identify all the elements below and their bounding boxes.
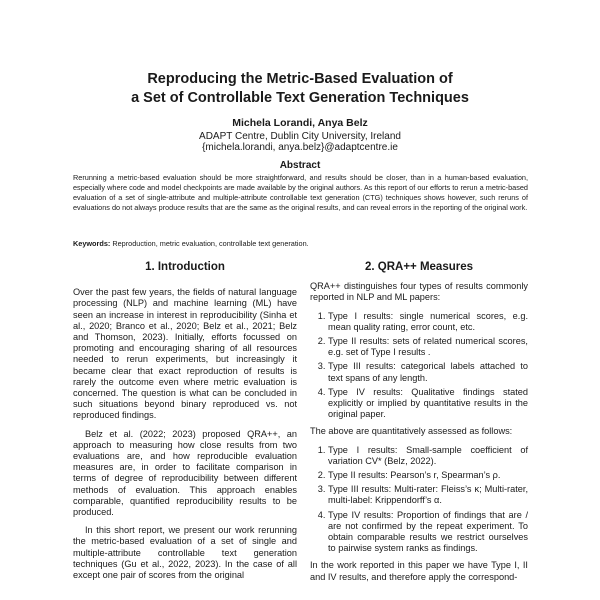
section-heading-introduction: 1. Introduction	[145, 261, 225, 273]
keywords	[73, 239, 528, 249]
list-item: 1. Type I results: single numerical scores, e.g. mean quality rating, error count, etc.	[328, 311, 528, 333]
author-email: {michela.lorandi, anya.belz}@adaptcentre.ie	[202, 142, 398, 153]
assessment-list	[310, 445, 528, 555]
abstract-heading: Abstract	[279, 160, 321, 171]
keywords-label: Keywords:	[73, 239, 111, 248]
intro-paragraph: In this short report, we present our work rerunning the metric-based evaluation of a set of single and multiple-attribute controllable text generation techniques (Gu et al., 2022, 2023). In the case of all except one pair of scores from the original	[73, 525, 297, 581]
keywords-text: Reproduction, metric evaluation, controllable text generation.	[110, 239, 309, 248]
result-types-list	[310, 311, 528, 421]
list-item: 4. Type IV results: Proportion of findings that are / are not confirmed by the repeat experiment. To obtain comparable results we restrict ourselves to pairwise system ranks as findings.	[328, 510, 528, 555]
abstract-text: Rerunning a metric-based evaluation should be more straightforward, and results should be closer, than in a human-based evaluation, especially where code and model checkpoints are made available by the original authors. As this report of our efforts to rerun a metric-based evaluation of a set of single-attribute and multiple-attribute controllable text generation (CTG) techniques shows however, such reruns of evaluations do not always produce results that are the same as the original results, and can reveal errors in the reporting of the original work.	[73, 173, 528, 212]
intro-paragraph: Over the past few years, the fields of natural language processing (NLP) and machine learning (ML) have seen an increase in interest in reproducibility (Sinha et al., 2020; Branco et al., 2020; Belz et al., 2021; Belz and Thomson, 2023). Initially, efforts focussed on promoting and encouraging sharing of all resources needed to rerun experiments, but increasingly it became clear that exact reproduction of results is rarely the outcome even where metric evaluation is concerned. The question is what can be concluded in such situations beyond binary reproduced vs. not reproduced findings.	[73, 287, 297, 421]
assess-intro: The above are quantitatively assessed as follows:	[310, 426, 513, 437]
title-line-1: Reproducing the Metric-Based Evaluation of	[147, 71, 453, 87]
list-item: 3. Type III results: Multi-rater: Fleiss’s κ; Multi-rater, multi-label: Krippendorff’s α.	[328, 484, 528, 506]
author-block	[100, 118, 500, 154]
left-column	[73, 262, 297, 588]
list-item: 1. Type I results: Small-sample coefficient of variation CV* (Belz, 2022).	[328, 445, 528, 467]
list-item: 2. Type II results: sets of related numerical scores, e.g. set of Type I results .	[328, 336, 528, 358]
list-item: 2. Type II results: Pearson’s r, Spearman’s ρ.	[328, 470, 528, 481]
author-affiliation: ADAPT Centre, Dublin City University, Ireland	[199, 130, 401, 142]
paper-title	[60, 70, 540, 108]
qra-intro: QRA++ distinguishes four types of results commonly reported in NLP and ML papers:	[310, 281, 528, 303]
intro-paragraph: Belz et al. (2022; 2023) proposed QRA++, an approach to measuring how close results from two evaluations are, and how reproducible evaluation measures are, in order to facilitate comparison in terms of degree of reproducibility between different methods of evaluation. This approach enables comparable, quantified reproducibility results to be produced.	[73, 428, 297, 518]
qra-closing: In the work reported in this paper we have Type I, II and IV results, and therefore apply the correspond-	[310, 560, 528, 582]
section-heading-qra-measures: 2. QRA++ Measures	[364, 261, 474, 273]
right-column	[310, 262, 528, 590]
author-names: Michela Lorandi, Anya Belz	[232, 117, 368, 129]
title-line-2: a Set of Controllable Text Generation Techniques	[131, 90, 469, 106]
list-item: 4. Type IV results: Qualitative findings stated explicitly or implied by quantitative results in the original paper.	[328, 387, 528, 421]
list-item: 3. Type III results: categorical labels attached to text spans of any length.	[328, 361, 528, 383]
